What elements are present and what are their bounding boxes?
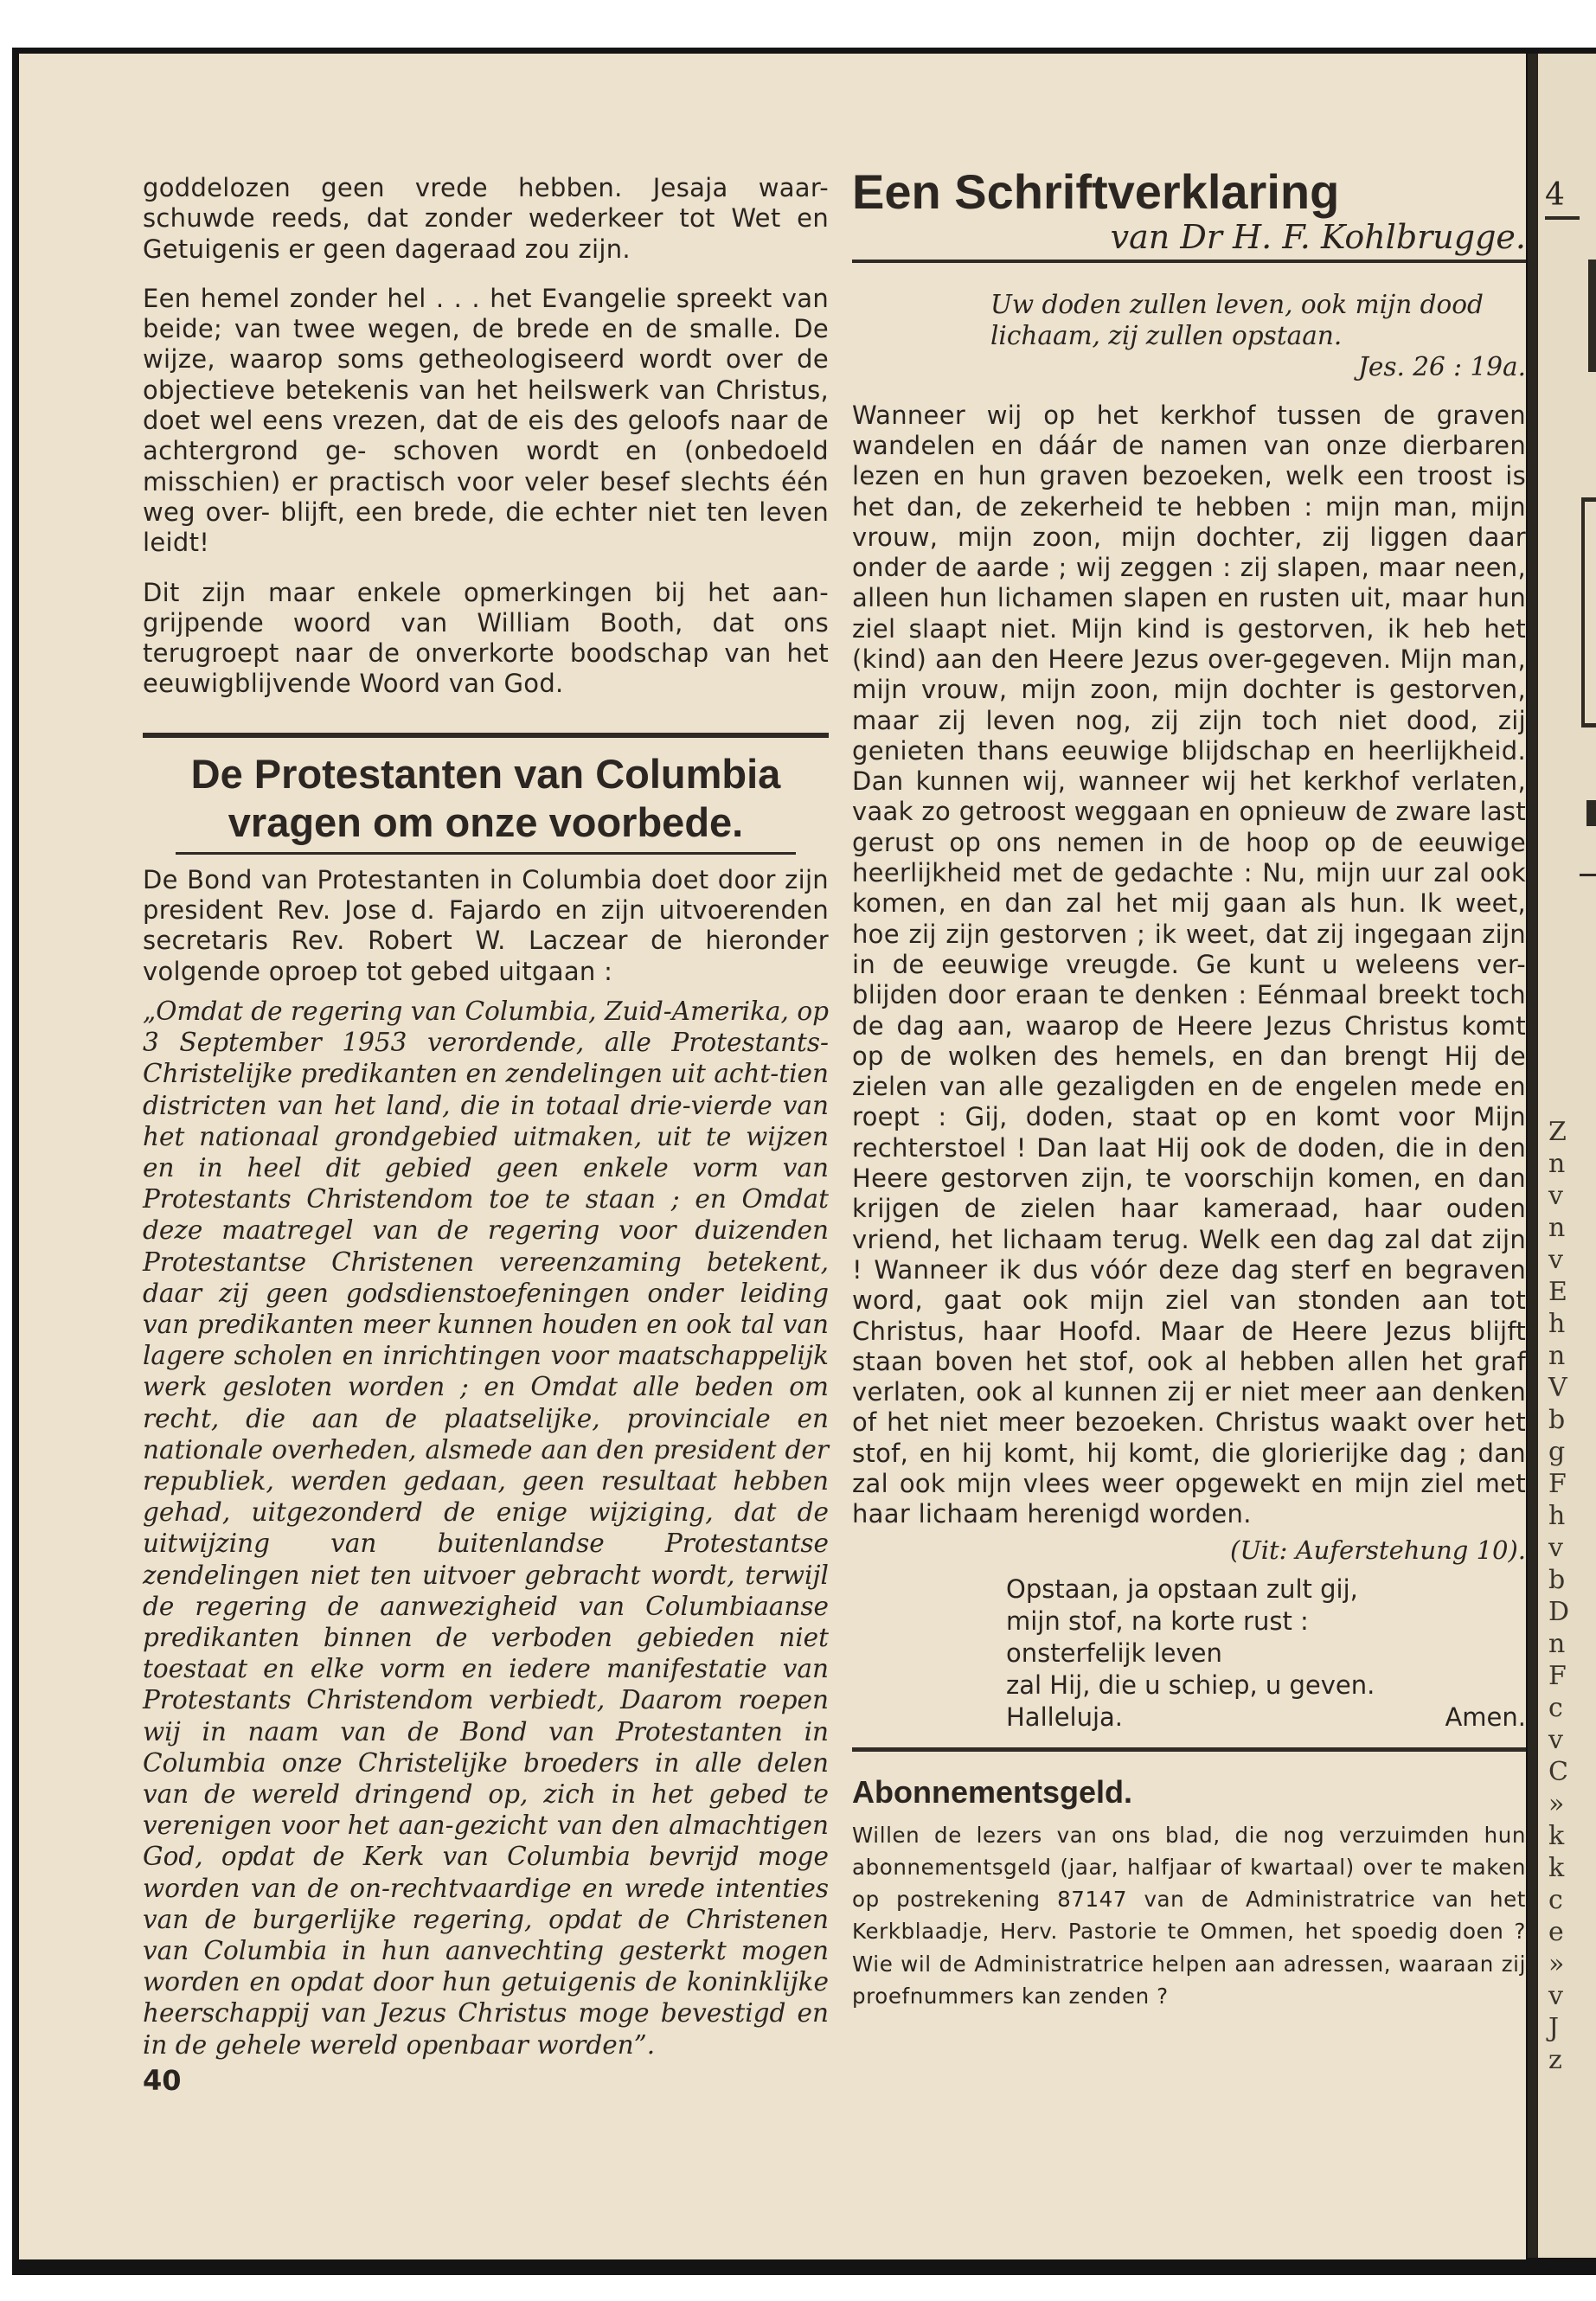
adjacent-char: h [1548,1501,1566,1531]
adjacent-char: c [1548,1885,1563,1915]
prayer-call-quote: „Omdat de regering van Columbia, Zuid-Amerika, op 3 September 1953 verordende, alle Protestants-Christelijke predikanten en zendelingen uit acht-tien districten van het land, die in totaal drie-vierde van het nationaal grondgebied uitmaken, uit te wijzen en in heel dit gebied geen enkele vorm van Protestants Christendom toe te staan ; en Omdat deze maatregel van de regering voor duizenden Protestantse Christenen vereenzaming betekent, daar zij geen godsdienstoefeningen onder leiding van predikanten meer kunnen houden en ook tal van lagere scholen en inrichtingen voor maatschappelijk werk gesloten worden ; en Omdat alle beden om recht, die aan de plaatselijke, provinciale en nationale overheden, alsmede aan den president der republiek, werden gedaan, geen resultaat hebben gehad, uitgezonderd de enige wijziging, dat de uitwijzing van buitenlandse Protestantse zendelingen niet ten uitvoer gebracht wordt, terwijl de regering de aanwezigheid van Columbiaanse predikanten binnen de verboden gebieden niet toestaat en elke vorm en iedere manifestatie van Protestants Christendom verbiedt, Daarom roepen wij in naam van de Bond van Protestanten in Columbia onze Christelijke broeders in alle delen van de wereld dringend op, zich in het gebed te verenigen voor het aan-gezicht van den almachtigen God, opdat de Kerk van Columbia bevrijd moge worden van de on-rechtvaardige en wrede intenties van de burgerlijke regering, opdat de Christenen van Columbia in hun aanvechting gesterkt mogen worden en opdat door hun getuigenis de koninklijke heerschappij van Jezus Christus moge bevestigd en in de gehele wereld openbaar worden”. [143,996,829,2060]
intro-paragraph: Een hemel zonder hel . . . het Evangelie spreekt van beide; van twee wegen, de brede en de smalle. De wijze, waarop soms getheologiseerd wordt over de objectieve betekenis van het heilswerk van Christus, doet wel eens vrezen, dat de eis des geloofs naar de achtergrond ge- schoven wordt en (onbedoeld misschien) er practisch voor veler besef slechts één weg over- blijft, een brede, die echter niet ten leven leidt! [143,283,829,558]
right-column [852,166,1526,2012]
adjacent-char: v [1548,1981,1563,2011]
page-number: 40 [143,2063,182,2097]
adjacent-char: b [1548,1565,1566,1595]
byline-underline [852,260,1526,263]
adjacent-char: v [1548,1245,1563,1275]
adjacent-char: n [1548,1629,1566,1659]
adjacent-rule [1581,497,1585,727]
epigraph-reference: Jes. 26 : 19a. [1358,352,1526,382]
adjacent-char: D [1548,1597,1570,1627]
article-byline: van Dr H. F. Kohlbrugge. [1110,218,1526,256]
adjacent-rule [1545,216,1580,220]
columbia-heading-line1: De Protestanten van Columbia [190,750,781,797]
abonnement-notice: Willen de lezers van ons blad, die nog verzuimden hun abonnementsgeld (jaar, halfjaar of kwartaal) over te maken op postrekening 87147 van de Administratrice van het Kerkblaadje, Herv. Pastorie te Ommen, het spoedig doen ? Wie wil de Administratrice helpen aan adressen, waaraan zij proefnummers kan zenden ? [852,1822,1526,2009]
article-body: Wanneer wij op het kerkhof tussen de graven wandelen en dáár de namen van onze dierbaren lezen en hun graven bezoeken, welk een troost is het dan, de zekerheid te hebben : mijn man, mijn vrouw, mijn zoon, mijn dochter, zij liggen daar onder de aarde ; wij zeggen : zij slapen, maar neen, alleen hun lichamen slapen en rusten uit, maar hun ziel slaapt niet. Mijn kind is gestorven, ik heb het (kind) aan den Heere Jezus over-gegeven. Mijn man, mijn vrouw, mijn zoon, mijn dochter is gestorven, maar zij leven nog, zij zijn toch niet dood, zij genieten thans eeuwige blijdschap en heerlijkheid. Dan kunnen wij, wanneer wij het kerkhof verlaten, vaak zo getroost weggaan en opnieuw de zware last gerust op ons nemen in de hoop op de eeuwige heerlijkheid met de gedachte : Nu, mijn uur zal ook komen, en dan zal het mij gaan als hun. Ik weet, hoe zij zijn gestorven ; ik weet, dat zij ingegaan zijn in de eeuwige vreugde. Ge kunt u weleens ver-blijden door eraan te denken : Eénmaal breekt toch de dag aan, waarop de Heere Jezus Christus komt op de wolken des hemels, en dan brengt Hij de zielen van alle gezaligden en de engelen mede en roept : Gij, doden, staat op en komt voor Mijn rechterstoel ! Dan laat Hij ook de doden, die in den Heere gestorven zijn, te voorschijn komen, en dan krijgen de zielen haar kameraad, haar ouden vriend, het lichaam terug. Welk een dag zal dat zijn ! Wanneer ik dus vóór deze dag sterf en begraven word, gaat ook mijn ziel van stonden aan tot Christus, haar Hoofd. Maar de Heere Jezus blijft staan boven het stof, ook al hebben allen het graf verlaten, ook al kunnen zij er niet meer aan denken of het niet meer bezoeken. Christus waakt over het stof, en hij komt, hij komt, die glorierijke dag ; dan zal ook mijn vlees weer opgewekt en mijn ziel met haar lichaam herenigd worden. [852,400,1526,1529]
adjacent-char: » [1548,1949,1565,1979]
poem-amen: Amen. [1445,1702,1526,1732]
adjacent-char: n [1548,1149,1566,1179]
intro-paragraph: Dit zijn maar enkele opmerkingen bij het aan- grijpende woord van William Booth, dat ons terugroept naar de onverkorte boodschap van het eeuwigblijvende Woord van God. [143,577,829,699]
abonnement-heading: Abonnementsgeld. [852,1773,1133,1810]
section-divider [852,1747,1526,1752]
left-column [143,173,829,2097]
poem-line: Opstaan, ja opstaan zult gij, [1006,1574,1358,1604]
adjacent-char: n [1548,1213,1566,1243]
intro-paragraph: goddelozen geen vrede hebben. Jesaja waar- schuwde reeds, dat zonder wederkeer tot Wet en Getuigenis er geen dageraad zou zijn. [143,173,829,264]
adjacent-char: F [1548,1469,1567,1499]
poem-line: zal Hij, die u schiep, u geven. [1006,1670,1375,1700]
columbia-heading-line2: vragen om onze voorbede. [228,798,744,845]
adjacent-char: v [1548,1181,1563,1211]
article-title: Een Schriftverklaring [852,164,1340,219]
columbia-heading [143,750,829,847]
adjacent-char: Z [1548,1117,1567,1147]
adjacent-page-number: 4 [1545,177,1565,213]
adjacent-rule [1586,800,1596,826]
adjacent-page-text [1548,1116,1583,2076]
adjacent-char: g [1548,1437,1566,1467]
poem-line: mijn stof, na korte rust : [1006,1606,1309,1636]
adjacent-char: k [1548,1821,1565,1851]
poem [1006,1574,1526,1734]
adjacent-rule [1581,723,1596,727]
adjacent-char: e [1548,1917,1564,1947]
adjacent-char: F [1548,1661,1567,1691]
epigraph: Uw doden zullen leven, ook mijn dood lichaam, zij zullen opstaan. [990,290,1484,351]
adjacent-char: n [1548,1341,1566,1371]
lead-paragraph: De Bond van Protestanten in Columbia doet door zijn president Rev. Jose d. Fajardo en zijn uitvoerenden secretaris Rev. Robert W. Laczear de hieronder volgende oproep tot gebed uitgaan : [143,864,829,986]
adjacent-rule [1580,874,1596,876]
adjacent-char: C [1548,1757,1568,1787]
adjacent-char: E [1548,1277,1567,1307]
adjacent-char: J [1548,2013,1560,2043]
heading-underline [176,852,796,855]
poem-line: onsterfelijk leven [1006,1638,1222,1668]
adjacent-char: b [1548,1405,1566,1435]
adjacent-char: c [1548,1693,1563,1723]
adjacent-char: » [1548,1789,1565,1819]
adjacent-char: z [1548,2045,1562,2075]
adjacent-char: k [1548,1853,1565,1883]
section-divider [143,733,829,738]
poem-halleluja: Halleluja. [1006,1702,1124,1732]
adjacent-char: h [1548,1309,1566,1339]
page-spine-shadow [1528,54,1538,2258]
adjacent-char: v [1548,1533,1563,1563]
magazine-page [19,54,1526,2259]
adjacent-char: v [1548,1725,1563,1755]
adjacent-char: V [1548,1373,1567,1403]
adjacent-rule [1588,260,1596,372]
article-source: (Uit: Auferstehung 10). [1230,1535,1526,1565]
